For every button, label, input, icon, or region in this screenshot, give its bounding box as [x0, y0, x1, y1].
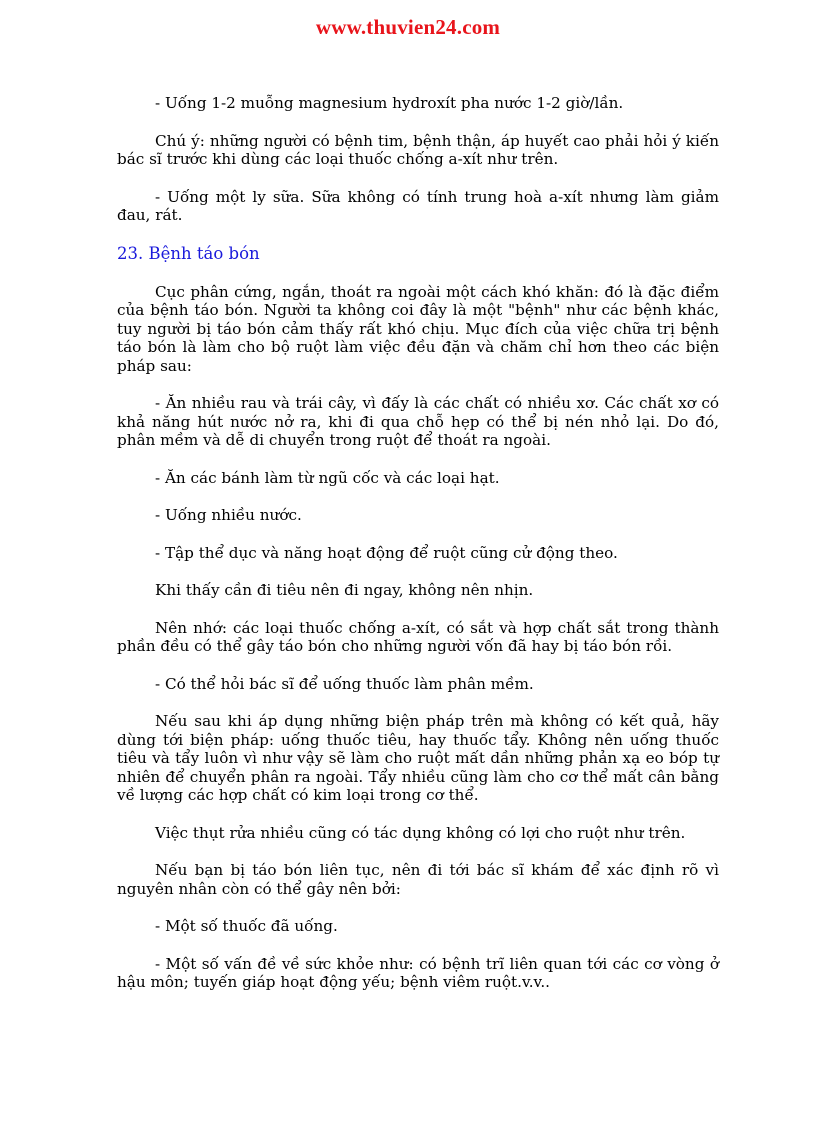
paragraph-enema: Việc thụt rửa nhiều cũng có tác dụng không có lợi cho ruột như trên. — [155, 823, 686, 842]
paragraph-magnesium: - Uống 1-2 muỗng magnesium hydroxít pha nước 1-2 giờ/lần. — [155, 94, 624, 112]
section-heading: 23. Bệnh táo bón — [117, 243, 260, 263]
paragraph-fiber: - Ăn nhiều rau và trái cây, vì đấy là các chất có nhiều xơ. Các chất xơ có khả năng hút nước nở ra, khi đi qua chỗ hẹp có thể bị nén nhỏ lại. Do đó, phân mềm và dễ di chuyển trong ruột để thoát ra ngoài. — [117, 394, 719, 449]
document-body — [117, 94, 719, 1011]
paragraph-milk: - Uống một ly sữa. Sữa không có tính trung hoà a-xít nhưng làm giảm đau, rát. — [117, 187, 719, 224]
paragraph-intro-constipation: Cục phân cứng, ngắn, thoát ra ngoài một cách khó khăn: đó là đặc điểm của bệnh táo bón. Người ta không coi đây là một "bệnh" như các bệnh khác, tuy người bị táo bón cảm thấy rất khó chịu. Mục đích của việc chữa trị bệnh táo bón là làm cho bộ ruột làm việc đều đặn và chăm chỉ hơn theo các biện pháp sau: — [117, 282, 719, 375]
site-header-link[interactable]: www.thuvien24.com — [315, 15, 501, 39]
paragraph-note-antacid: Chú ý: những người có bệnh tim, bệnh thận, áp huyết cao phải hỏi ý kiến bác sĩ trước khi dùng các loại thuốc chống a-xít như trên. — [117, 131, 719, 168]
paragraph-ask-doctor: - Có thể hỏi bác sĩ để uống thuốc làm phân mềm. — [155, 674, 534, 693]
paragraph-go-immediately: Khi thấy cần đi tiêu nên đi ngay, không nên nhịn. — [155, 581, 534, 599]
paragraph-laxatives: Nếu sau khi áp dụng những biện pháp trên mà không có kết quả, hãy dùng tới biện pháp: uống thuốc tiêu, hay thuốc tẩy. Không nên uống thuốc tiêu và tẩy luôn vì như vậy sẽ làm cho ruột mất dần những phản xạ eo bóp tự nhiên để chuyển phân ra ngoài. Tẩy nhiều cũng làm cho cơ thể mất cân bằng về lượng các hợp chất có kim loại trong cơ thể. — [117, 712, 719, 804]
paragraph-see-doctor: Nếu bạn bị táo bón liên tục, nên đi tới bác sĩ khám để xác định rõ vì nguyên nhân còn có thể gây nên bởi: — [117, 861, 719, 898]
paragraph-water: - Uống nhiều nước. — [155, 506, 302, 524]
paragraph-health-issues: - Một số vấn đề về sức khỏe như: có bệnh trĩ liên quan tới các cơ vòng ở hậu môn; tuyến giáp hoạt động yếu; bệnh viêm ruột.v.v.. — [117, 954, 719, 991]
paragraph-remember: Nên nhớ: các loại thuốc chống a-xít, có sắt và hợp chất sắt trong thành phần đều có thể gây táo bón cho những người vốn đã hay bị táo bón rồi. — [117, 618, 719, 655]
paragraph-exercise: - Tập thể dục và năng hoạt động để ruột cũng cử động theo. — [155, 543, 618, 562]
paragraph-cereal: - Ăn các bánh làm từ ngũ cốc và các loại hạt. — [155, 468, 500, 487]
paragraph-medications: - Một số thuốc đã uống. — [155, 917, 338, 935]
